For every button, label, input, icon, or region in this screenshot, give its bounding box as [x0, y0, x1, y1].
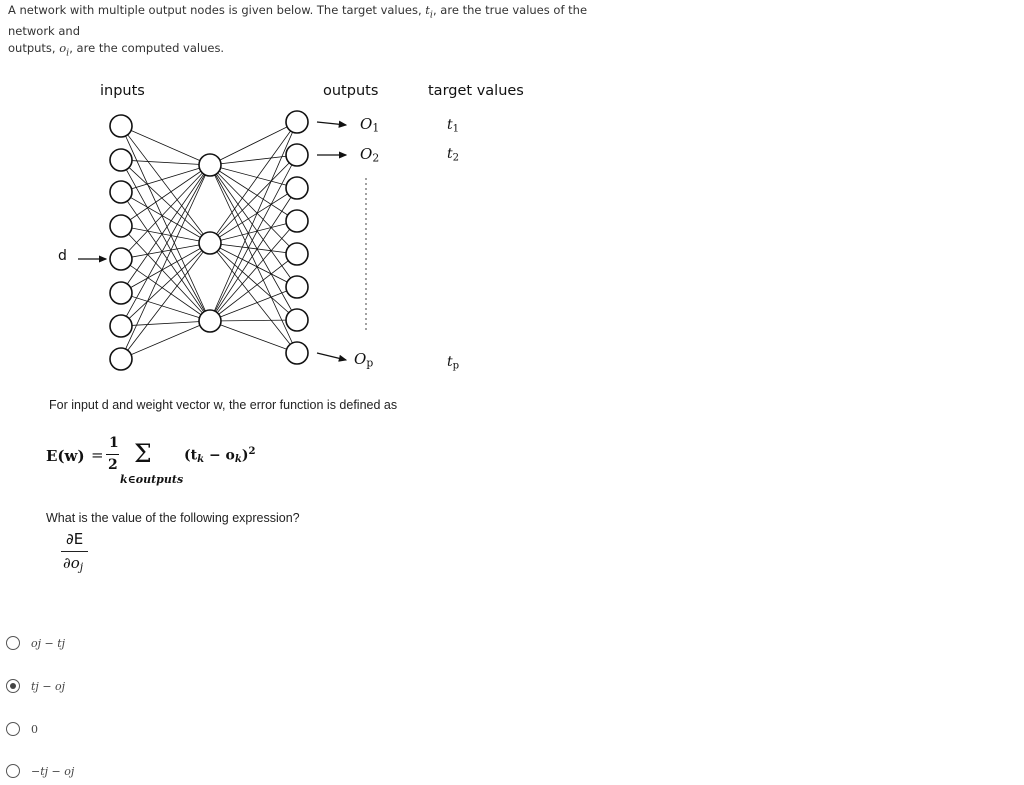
- network-edge: [210, 122, 297, 165]
- input-node: [110, 348, 132, 370]
- input-node: [110, 181, 132, 203]
- radio-button-selected[interactable]: [6, 679, 20, 693]
- target-t2: $t_2$: [447, 146, 460, 164]
- network-edge: [210, 243, 297, 287]
- derivative-numerator: ∂E: [66, 530, 84, 548]
- output-node: [286, 177, 308, 199]
- output-node: [286, 111, 308, 133]
- network-edge: [121, 321, 210, 326]
- output-o1: $O_1$: [360, 115, 380, 135]
- network-diagram: [0, 0, 440, 390]
- network-edge: [121, 243, 210, 326]
- network-edge: [210, 122, 297, 243]
- output-arrow: [317, 353, 346, 360]
- formula-frac-num: 1: [109, 435, 119, 451]
- intro-text-part3: outputs,: [8, 41, 56, 56]
- input-node: [110, 248, 132, 270]
- target-t1: $t_1$: [447, 117, 460, 135]
- derivative-denominator: $\partial o_j$: [63, 554, 84, 574]
- target-values-label: target values: [428, 83, 524, 99]
- network-edge: [121, 160, 210, 243]
- network-edge: [210, 165, 297, 287]
- network-edge: [121, 165, 210, 359]
- network-edge: [121, 321, 210, 359]
- error-definition-text: For input d and weight vector w, the error function is defined as: [49, 398, 398, 412]
- derivative-bar: [61, 551, 88, 552]
- network-edge: [121, 160, 210, 165]
- radio-button[interactable]: [6, 722, 20, 736]
- network-edge: [121, 126, 210, 165]
- formula-frac-bar: [106, 454, 119, 455]
- answer-option-label: oj − tj: [31, 636, 66, 650]
- output-node: [286, 144, 308, 166]
- network-edge: [210, 188, 297, 243]
- formula-sum-index: k∈outputs: [120, 473, 184, 486]
- output-o2: $O_2$: [360, 145, 380, 165]
- network-edge: [210, 122, 297, 321]
- answer-option-label: 0: [31, 722, 38, 736]
- output-node: [286, 243, 308, 265]
- outputs-label: outputs: [323, 83, 379, 99]
- sigma-symbol: Σ: [134, 439, 152, 468]
- input-node: [110, 315, 132, 337]
- hidden-node: [199, 154, 221, 176]
- output-node: [286, 276, 308, 298]
- inputs-label: inputs: [100, 83, 145, 99]
- hidden-node: [199, 310, 221, 332]
- network-edge: [210, 254, 297, 321]
- target-tp: $t_p$: [447, 354, 460, 372]
- formula-equals: =: [91, 446, 104, 464]
- network-edge: [121, 126, 210, 321]
- network-edge: [210, 165, 297, 254]
- output-node: [286, 342, 308, 364]
- output-node: [286, 309, 308, 331]
- answer-option-label: tj − oj: [31, 679, 66, 693]
- answer-option-3[interactable]: [6, 718, 38, 740]
- network-edge: [210, 221, 297, 321]
- answer-option-1[interactable]: [6, 632, 65, 654]
- intro-text-part1: A network with multiple output nodes is given below. The target values,: [8, 3, 422, 17]
- input-node: [110, 115, 132, 137]
- network-edge: [210, 155, 297, 165]
- intro-var-o: $o_i$: [59, 41, 70, 59]
- formula-lhs: E(w): [46, 447, 85, 465]
- formula-frac-den: 2: [108, 457, 118, 473]
- radio-button[interactable]: [6, 636, 20, 650]
- input-node: [110, 149, 132, 171]
- input-node: [110, 215, 132, 237]
- input-d-label: d: [58, 248, 67, 264]
- network-edge: [121, 165, 210, 192]
- radio-button[interactable]: [6, 764, 20, 778]
- hidden-node: [199, 232, 221, 254]
- output-op: $O_p$: [354, 350, 374, 370]
- answer-option-label: −tj − oj: [31, 764, 75, 778]
- intro-var-t: $t_i$: [425, 3, 433, 21]
- answer-option-4[interactable]: [6, 760, 74, 782]
- formula-term: $(t_k - o_k)^2$: [184, 446, 256, 466]
- network-edge: [121, 165, 210, 226]
- answer-option-2[interactable]: [6, 675, 65, 697]
- output-node: [286, 210, 308, 232]
- output-arrow: [317, 122, 346, 125]
- network-edge: [210, 243, 297, 254]
- input-node: [110, 282, 132, 304]
- intro-text-part2: , are the true values of the network and: [8, 3, 588, 39]
- network-edge: [121, 192, 210, 243]
- network-edge: [210, 320, 297, 321]
- intro-text-part4: , are the computed values.: [69, 41, 225, 56]
- question-prompt: What is the value of the following expression?: [46, 511, 300, 525]
